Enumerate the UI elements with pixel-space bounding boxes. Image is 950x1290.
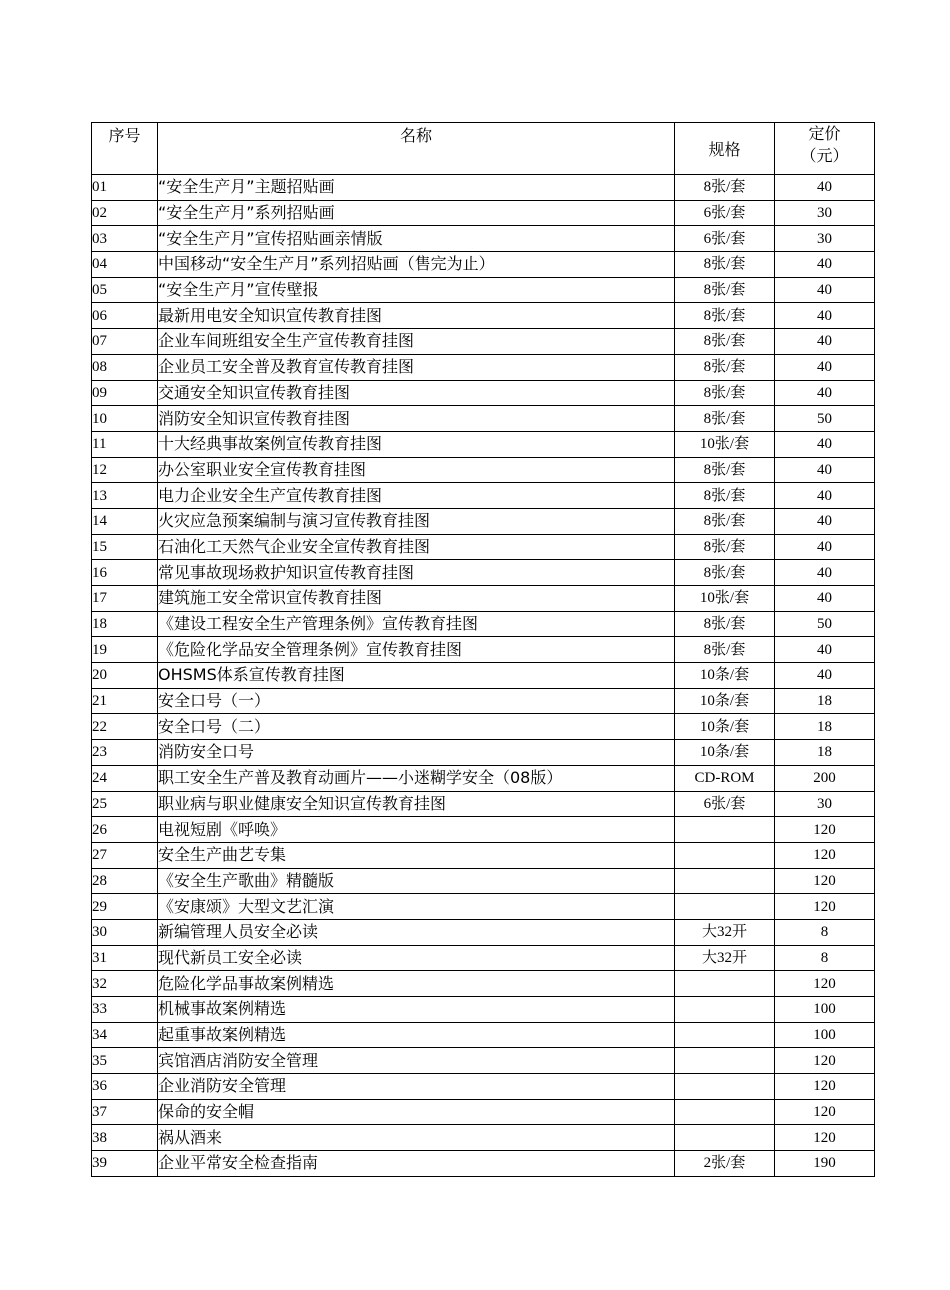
row-price: 40 [775,534,875,560]
table-row [92,252,875,278]
row-serial-number: 33 [92,997,158,1023]
row-name: 企业车间班组安全生产宣传教育挂图 [158,329,675,355]
row-name: 火灾应急预案编制与演习宣传教育挂图 [158,508,675,534]
row-serial-number: 08 [92,354,158,380]
row-serial-number: 28 [92,868,158,894]
row-price: 120 [775,894,875,920]
row-price: 40 [775,560,875,586]
row-specification [675,971,775,997]
row-name: “安全生产月”宣传壁报 [158,277,675,303]
row-specification: 6张/套 [675,791,775,817]
row-price: 120 [775,868,875,894]
table-row [92,586,875,612]
row-serial-number: 24 [92,765,158,791]
row-name: 新编管理人员安全必读 [158,919,675,945]
table-row [92,431,875,457]
table-row [92,971,875,997]
table-row [92,1074,875,1100]
table-header [92,123,875,175]
row-specification [675,1074,775,1100]
row-serial-number: 06 [92,303,158,329]
row-price: 100 [775,997,875,1023]
row-price: 40 [775,277,875,303]
row-price: 40 [775,457,875,483]
row-serial-number: 31 [92,945,158,971]
table-row [92,740,875,766]
row-price: 40 [775,329,875,355]
row-name: 消防安全口号 [158,740,675,766]
row-name: “安全生产月”宣传招贴画亲情版 [158,226,675,252]
row-name: 十大经典事故案例宣传教育挂图 [158,431,675,457]
row-name: 消防安全知识宣传教育挂图 [158,406,675,432]
row-name: 电力企业安全生产宣传教育挂图 [158,483,675,509]
row-name: 起重事故案例精选 [158,1022,675,1048]
row-price: 40 [775,483,875,509]
row-price: 200 [775,765,875,791]
row-price: 120 [775,1099,875,1125]
row-name: 《安全生产歌曲》精髓版 [158,868,675,894]
row-specification: 2张/套 [675,1151,775,1177]
table-row [92,868,875,894]
row-name: 交通安全知识宣传教育挂图 [158,380,675,406]
row-price: 40 [775,303,875,329]
table-row [92,1099,875,1125]
table-row [92,175,875,201]
row-specification: 8张/套 [675,380,775,406]
row-name: 办公室职业安全宣传教育挂图 [158,457,675,483]
table-row [92,637,875,663]
row-name: 最新用电安全知识宣传教育挂图 [158,303,675,329]
row-specification [675,1125,775,1151]
row-price: 30 [775,791,875,817]
row-name: 祸从酒来 [158,1125,675,1151]
row-name: 企业员工安全普及教育宣传教育挂图 [158,354,675,380]
table-row [92,457,875,483]
table-row [92,765,875,791]
row-serial-number: 03 [92,226,158,252]
row-specification: 10条/套 [675,714,775,740]
row-specification: 8张/套 [675,560,775,586]
row-serial-number: 13 [92,483,158,509]
row-name: 《建设工程安全生产管理条例》宣传教育挂图 [158,611,675,637]
row-specification: 8张/套 [675,611,775,637]
table-body [92,175,875,1177]
row-name: 宾馆酒店消防安全管理 [158,1048,675,1074]
row-name: 常见事故现场救护知识宣传教育挂图 [158,560,675,586]
row-price: 40 [775,380,875,406]
row-price: 18 [775,714,875,740]
table-row [92,714,875,740]
row-specification: 8张/套 [675,303,775,329]
row-specification: 8张/套 [675,277,775,303]
row-name: 企业平常安全检查指南 [158,1151,675,1177]
table-row [92,1125,875,1151]
row-name: 机械事故案例精选 [158,997,675,1023]
table-row [92,611,875,637]
row-specification [675,817,775,843]
row-specification: 10张/套 [675,586,775,612]
row-serial-number: 07 [92,329,158,355]
row-serial-number: 17 [92,586,158,612]
row-specification: 8张/套 [675,508,775,534]
row-name: 职工安全生产普及教育动画片——小迷糊学安全（08版） [158,765,675,791]
row-serial-number: 36 [92,1074,158,1100]
row-price: 120 [775,1074,875,1100]
row-serial-number: 21 [92,688,158,714]
row-serial-number: 26 [92,817,158,843]
row-price: 120 [775,1048,875,1074]
table-row [92,508,875,534]
table-row [92,277,875,303]
row-specification: 10张/套 [675,431,775,457]
table-row [92,226,875,252]
table-row [92,1022,875,1048]
row-specification: 6张/套 [675,226,775,252]
row-price: 40 [775,637,875,663]
row-specification: 8张/套 [675,483,775,509]
row-name: “安全生产月”系列招贴画 [158,200,675,226]
table-row [92,534,875,560]
row-price: 120 [775,817,875,843]
table-row [92,997,875,1023]
table-row [92,329,875,355]
row-specification [675,1099,775,1125]
row-price: 40 [775,508,875,534]
row-price: 40 [775,354,875,380]
row-price: 8 [775,945,875,971]
row-serial-number: 11 [92,431,158,457]
row-specification: CD-ROM [675,765,775,791]
row-name: 安全口号（二） [158,714,675,740]
header-row [92,123,875,175]
row-name: 职业病与职业健康安全知识宣传教育挂图 [158,791,675,817]
row-serial-number: 27 [92,842,158,868]
row-name: 《危险化学品安全管理条例》宣传教育挂图 [158,637,675,663]
price-list-table [91,122,875,1177]
row-specification [675,1022,775,1048]
row-serial-number: 09 [92,380,158,406]
row-price: 18 [775,740,875,766]
row-serial-number: 16 [92,560,158,586]
row-name: “安全生产月”主题招贴画 [158,175,675,201]
row-specification: 8张/套 [675,534,775,560]
row-specification [675,894,775,920]
header-price [775,123,875,175]
table-row [92,842,875,868]
row-specification: 10条/套 [675,740,775,766]
row-name: 电视短剧《呼唤》 [158,817,675,843]
row-specification: 大32开 [675,919,775,945]
row-price: 100 [775,1022,875,1048]
row-serial-number: 39 [92,1151,158,1177]
row-serial-number: 29 [92,894,158,920]
table-row [92,663,875,689]
row-price: 40 [775,663,875,689]
row-serial-number: 38 [92,1125,158,1151]
table-row [92,791,875,817]
row-price: 30 [775,226,875,252]
row-name: 现代新员工安全必读 [158,945,675,971]
row-serial-number: 22 [92,714,158,740]
row-serial-number: 19 [92,637,158,663]
row-specification: 10条/套 [675,688,775,714]
row-specification: 8张/套 [675,252,775,278]
header-price-unit: （元） [800,146,849,165]
table-row [92,894,875,920]
row-price: 120 [775,842,875,868]
catalog-sheet [91,122,874,1177]
row-price: 120 [775,1125,875,1151]
row-specification: 8张/套 [675,637,775,663]
table-row [92,303,875,329]
row-serial-number: 35 [92,1048,158,1074]
row-name: 安全生产曲艺专集 [158,842,675,868]
row-serial-number: 12 [92,457,158,483]
row-specification: 8张/套 [675,329,775,355]
row-price: 18 [775,688,875,714]
row-price: 50 [775,611,875,637]
row-serial-number: 05 [92,277,158,303]
row-serial-number: 25 [92,791,158,817]
row-name: 《安康颂》大型文艺汇演 [158,894,675,920]
table-row [92,200,875,226]
row-specification [675,997,775,1023]
table-row [92,919,875,945]
row-price: 50 [775,406,875,432]
table-row [92,380,875,406]
table-row [92,406,875,432]
row-price: 40 [775,252,875,278]
table-row [92,560,875,586]
row-specification: 8张/套 [675,354,775,380]
row-serial-number: 02 [92,200,158,226]
header-specification: 规格 [675,123,775,175]
row-price: 40 [775,586,875,612]
row-price: 120 [775,971,875,997]
row-serial-number: 23 [92,740,158,766]
row-name: 中国移动“安全生产月”系列招贴画（售完为止） [158,252,675,278]
table-row [92,1048,875,1074]
row-serial-number: 14 [92,508,158,534]
table-row [92,688,875,714]
row-serial-number: 34 [92,1022,158,1048]
row-serial-number: 01 [92,175,158,201]
header-name: 名称 [158,123,675,175]
row-price: 40 [775,175,875,201]
row-specification [675,842,775,868]
row-name: 石油化工天然气企业安全宣传教育挂图 [158,534,675,560]
row-price: 8 [775,919,875,945]
row-serial-number: 32 [92,971,158,997]
table-row [92,483,875,509]
row-serial-number: 18 [92,611,158,637]
row-specification: 8张/套 [675,457,775,483]
row-price: 40 [775,431,875,457]
row-name: 建筑施工安全常识宣传教育挂图 [158,586,675,612]
row-specification: 6张/套 [675,200,775,226]
table-row [92,817,875,843]
row-price: 30 [775,200,875,226]
table-row [92,945,875,971]
row-serial-number: 37 [92,1099,158,1125]
row-serial-number: 15 [92,534,158,560]
row-specification [675,868,775,894]
header-serial-number: 序号 [92,123,158,175]
table-row [92,354,875,380]
row-specification: 大32开 [675,945,775,971]
row-serial-number: 10 [92,406,158,432]
row-name: OHSMS体系宣传教育挂图 [158,663,675,689]
header-price-label: 定价 [808,124,841,143]
row-name: 保命的安全帽 [158,1099,675,1125]
table-row [92,1151,875,1177]
row-name: 企业消防安全管理 [158,1074,675,1100]
row-price: 190 [775,1151,875,1177]
row-serial-number: 04 [92,252,158,278]
row-name: 危险化学品事故案例精选 [158,971,675,997]
row-name: 安全口号（一） [158,688,675,714]
row-serial-number: 20 [92,663,158,689]
row-specification: 8张/套 [675,406,775,432]
row-serial-number: 30 [92,919,158,945]
row-specification: 8张/套 [675,175,775,201]
row-specification: 10条/套 [675,663,775,689]
row-specification [675,1048,775,1074]
